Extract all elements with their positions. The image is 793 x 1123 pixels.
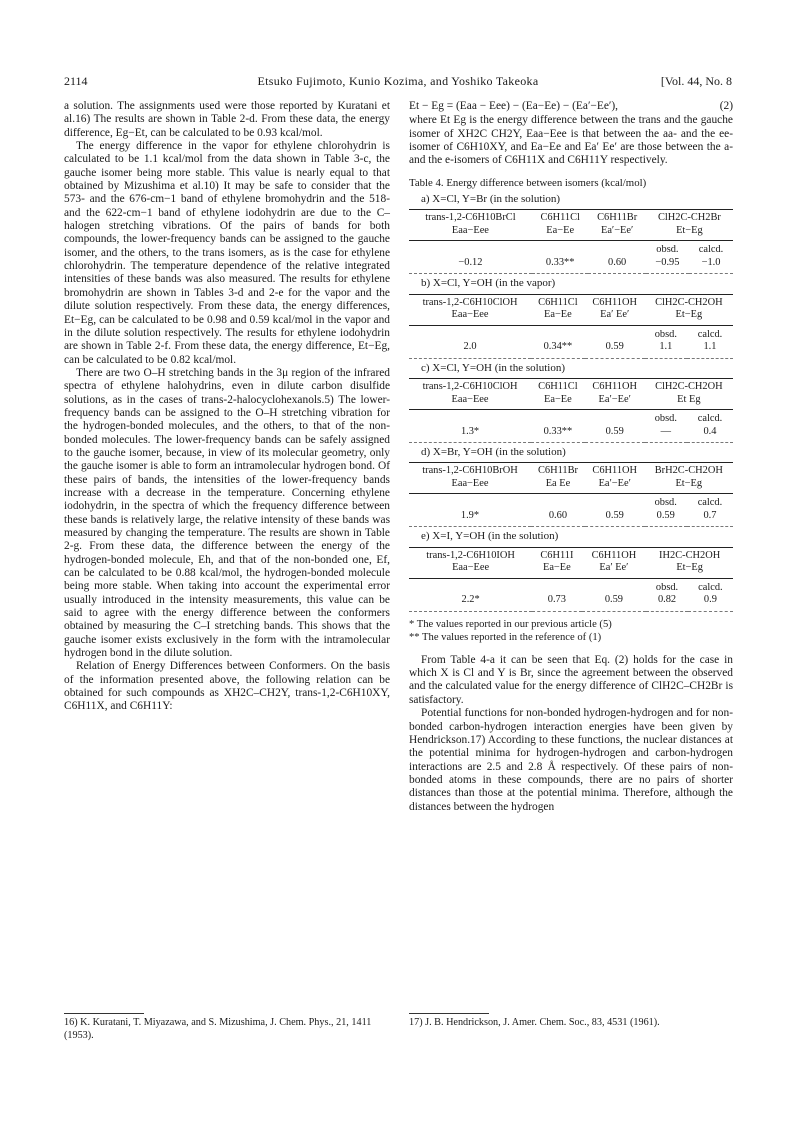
table-row <box>409 510 733 527</box>
equation-explanation: where Et Eg is the energy difference between the trans and the gauche isomer of XH2C CH2Y, Eaa−Eee is that between the aa- and the ee-isomer of C6H10XY, and Ea−Ee and Ea′ Ee′ are those between the a- and the e-isomers of C6H11X and C6H11Y respectively. <box>409 114 733 167</box>
obsd-label: obsd. <box>654 413 677 425</box>
section-paragraph-relation: Relation of Energy Differences between Conformers. On the basis of the information presented above, the following relation can be obtained for such compounds as XH2C–CH2Y, trans-1,2-C6H10XY, C6H11X, and C6H11Y: <box>64 660 390 713</box>
column-subheader: Et−Eg <box>645 309 733 325</box>
table-cell: 0.60 <box>608 256 627 268</box>
column-header: C6H11I <box>532 547 581 562</box>
table-cell: 0.9 <box>703 594 717 606</box>
table-row <box>409 463 733 478</box>
empty-cell <box>531 494 585 510</box>
column-header: ClH2C-CH2OH <box>645 294 733 309</box>
column-subheader: Et−Eg <box>646 225 733 241</box>
table-cell: 0.82 <box>657 594 677 606</box>
empty-cell <box>531 325 585 341</box>
column-subheader: Ea′−Ee′ <box>585 478 645 494</box>
table-cell: — <box>660 425 672 437</box>
table-section-label: d) X=Br, Y=OH (in the solution) <box>421 446 566 459</box>
footnote-right <box>409 1005 733 1030</box>
table-section <box>409 462 733 527</box>
table-cell: 0.4 <box>703 425 717 437</box>
page-header <box>64 74 732 92</box>
table-title: Table 4. Energy difference between isomers (kcal/mol) <box>409 176 647 189</box>
column-subheader: Eaa−Eee <box>409 309 531 325</box>
column-subheader: Eaa−Eee <box>409 562 532 578</box>
column-subheader: Ea′ Ee′ <box>585 309 645 325</box>
table-cell: 0.59 <box>604 594 623 606</box>
table-row <box>409 394 733 410</box>
empty-cell <box>585 410 645 426</box>
table-row <box>409 426 733 443</box>
paragraph: a solution. The assignments used were those reported by Kuratani et al.16) The results are shown in Table 2-d. From these data, the energy difference, Eg−Et, can be calculated to be 0.93 kcal/mol. <box>64 100 390 139</box>
table-cell: 0.59 <box>605 425 624 437</box>
column-header: trans-1,2-C6H10ClOH <box>409 379 531 394</box>
empty-cell <box>531 410 585 426</box>
column-header: C6H11Br <box>588 210 645 225</box>
table-cell: 1.9* <box>460 509 480 521</box>
column-subheader: Et Eg <box>645 394 733 410</box>
table-section <box>409 294 733 359</box>
column-header: C6H11Cl <box>531 379 585 394</box>
empty-cell <box>588 241 645 257</box>
column-subheader: Et−Eg <box>645 478 733 494</box>
column-subheader: Ea−Ee <box>532 225 589 241</box>
paragraph: Potential functions for non-bonded hydrogen-hydrogen and for non-bonded carbon-hydrogen interaction energies have been given by Hendrickson.17) According to these functions, the nuclear distances at the potential minima for hydrogen-hydrogen and carbon-hydrogen interactions are 2.5 and 2.8 Å respectively. Of these pairs of non-bonded atoms in these compounds, there are no pairs of shorter distances than those at the potential minima. Therefore, although the distances between the hydrogen <box>409 707 733 813</box>
column-subheader: Ea′ Ee′ <box>582 562 647 578</box>
table-cell: 0.59 <box>605 341 624 353</box>
column-header: C6H11OH <box>585 294 645 309</box>
table-section <box>409 378 733 443</box>
table-row <box>409 309 733 325</box>
table-section <box>409 547 733 612</box>
table-cell: −1.0 <box>701 256 721 268</box>
table-row <box>409 225 733 241</box>
column-subheader: Ea−Ee <box>531 394 585 410</box>
table-row <box>409 578 733 594</box>
table-row <box>409 257 733 274</box>
table-row <box>409 562 733 578</box>
left-column <box>64 100 390 714</box>
column-header: C6H11OH <box>585 463 645 478</box>
empty-cell <box>409 325 531 341</box>
column-header: C6H11Cl <box>532 210 589 225</box>
energy-difference-table <box>409 193 733 612</box>
table-cell: 0.34** <box>543 341 573 353</box>
table-row <box>409 410 733 426</box>
calcd-label: calcd. <box>697 413 723 425</box>
table-section-label: e) X=I, Y=OH (in the solution) <box>421 530 559 543</box>
column-header: C6H11OH <box>582 547 647 562</box>
table-row <box>409 325 733 341</box>
table-row <box>409 379 733 394</box>
column-header: trans-1,2-C6H10BrOH <box>409 463 531 478</box>
table-row <box>409 547 733 562</box>
table-cell: 0.33** <box>545 256 575 268</box>
table-cell: 1.3* <box>460 425 480 437</box>
footnote-16: 16) K. Kuratani, T. Miyazawa, and S. Mizushima, J. Chem. Phys., 21, 1411 (1953). <box>64 1017 372 1041</box>
column-header: IH2C-CH2OH <box>646 547 733 562</box>
empty-cell <box>409 410 531 426</box>
footnote-rule <box>409 1013 489 1014</box>
column-header: C6H11Br <box>531 463 585 478</box>
obsd-label: obsd. <box>655 581 679 593</box>
right-column <box>409 100 733 814</box>
table-row <box>409 341 733 358</box>
table-row <box>409 210 733 225</box>
column-header: ClH2C-CH2OH <box>645 379 733 394</box>
column-header: C6H11OH <box>585 379 645 394</box>
column-subheader: Ea Ee <box>531 478 585 494</box>
calcd-label: calcd. <box>698 244 724 256</box>
table-row <box>409 494 733 510</box>
column-subheader: Ea′−Ee′ <box>588 225 645 241</box>
column-subheader: Eaa−Eee <box>409 478 531 494</box>
column-subheader: Eaa−Eee <box>409 225 532 241</box>
table-cell: 1.1 <box>703 341 717 353</box>
column-header: trans-1,2-C6H10IOH <box>409 547 532 562</box>
obsd-label: obsd. <box>654 497 677 509</box>
column-subheader: Ea′−Ee′ <box>585 394 645 410</box>
volume-info: [Vol. 44, No. 8 <box>660 74 732 88</box>
table-cell: 2.2* <box>461 594 480 606</box>
table-cell: −0.12 <box>458 256 483 268</box>
note-double-star: ** The values reported in the reference of (1) <box>409 631 602 643</box>
table-section-label: b) X=Cl, Y=OH (in the vapor) <box>421 277 556 290</box>
column-header: BrH2C-CH2OH <box>645 463 733 478</box>
paragraph: From Table 4-a it can be seen that Eq. (2) holds for the case in which X is Cl and Y is Br, since the agreement between the observed and the calculated value for the energy difference of ClH2C–CH2Br is satisfactory. <box>409 653 733 706</box>
empty-cell <box>532 578 581 594</box>
calcd-label: calcd. <box>697 328 723 340</box>
table-notes <box>409 618 733 644</box>
empty-cell <box>409 241 532 257</box>
table-section <box>409 209 733 274</box>
table-cell: 0.60 <box>548 509 568 521</box>
empty-cell <box>409 578 532 594</box>
table-section-label: c) X=Cl, Y=OH (in the solution) <box>421 361 565 374</box>
footnote-17: 17) J. B. Hendrickson, J. Amer. Chem. Soc., 83, 4531 (1961). <box>409 1017 660 1028</box>
column-subheader: Et−Eg <box>646 562 733 578</box>
calcd-label: calcd. <box>697 497 723 509</box>
column-header: trans-1,2-C6H10ClOH <box>409 294 531 309</box>
table-section-label: a) X=Cl, Y=Br (in the solution) <box>421 193 561 206</box>
calcd-label: calcd. <box>698 581 723 593</box>
empty-cell <box>582 578 647 594</box>
footnote-left <box>64 1005 390 1042</box>
column-header: trans-1,2-C6H10BrCl <box>409 210 532 225</box>
table-cell: 0.73 <box>547 594 566 606</box>
table-cell: 2.0 <box>463 341 477 353</box>
paragraph: The energy difference in the vapor for ethylene chlorohydrin is calculated to be 1.1 kcal/mol from the data shown in Table 3-c, the gauche isomer being more stable. This value is nearly equal to that obtained by Mizushima et al.10) It may be safe to consider that the 573- and the 676-cm−1 band of ethylene bromohydrin and the 518- and the 622-cm−1 band of ethylene iodohydrin are due to the C–halogen stretching vibrations. Of the pairs of bands for both compounds, the lower-frequency bands can be assigned to the gauche isomer, and the others, to the trans isomers, as is the case for ethylene chlorohydrin. The temperature dependence of the relative integrated intensities of these bands was also measured. The results for ethylene bromohydrin are shown in Tables 3-d and 2-e for the vapor and the dilute solution respectively. From these data, the energy differences, Et−Eg, can be calculated to be 0.98 and 0.59 kcal/mol in the vapor and in the dilute solution respectively. The results for ethylene iodohydrin are shown in Table 2-f. From these data, the energy difference, Et−Eg, can be calculated to be 0.82 kcal/mol. <box>64 140 390 366</box>
table-cell: 0.33** <box>543 425 573 437</box>
column-header: ClH2C-CH2Br <box>646 210 733 225</box>
table-cell: 0.59 <box>656 509 675 521</box>
table-cell: −0.95 <box>655 256 680 268</box>
table-cell: 1.1 <box>659 341 673 353</box>
table-cell: 0.59 <box>605 509 624 521</box>
empty-cell <box>585 494 645 510</box>
column-subheader: Ea−Ee <box>531 309 585 325</box>
equation-body: Et − Eg = (Eaa − Eee) − (Ea−Ee) − (Ea′−Ee′), <box>409 100 619 112</box>
table-row <box>409 241 733 257</box>
table-row <box>409 478 733 494</box>
obsd-label: obsd. <box>654 328 677 340</box>
table-row <box>409 294 733 309</box>
equation-2 <box>409 100 733 113</box>
column-subheader: Eaa−Eee <box>409 394 531 410</box>
empty-cell <box>532 241 589 257</box>
paragraph: There are two O–H stretching bands in the 3μ region of the infrared spectra of ethylene halohydrins, even in dilute carbon disulfide solutions, as in the cases of trans-2-halocyclohexanols.5) The lower-frequency bands can be assigned to the O–H stretching vibration for the hydrogen-bonded molecules, and the others, to that of the non-bonded molecules. The lower-frequency bands can be safely assigned to the gauche isomer, because, in view of its molecular geometry, only the gauche isomer is able to form an intramolecular hydrogen bond. Of these pairs of bands, the intensities of the lower-frequency bands increase with a decrease in the temperature. Concerning ethylene iodohydrin, in the spectra of which the frequency difference between these bands is relatively large, the relative intensity of these bands was measured by changing the temperature. The results are shown in Table 2-g. From these data, the difference between the energy of the hydrogen-bonded molecule, Eh, and that of the non-bonded one, Ef, can be calculated to be 0.88 kcal/mol, the hydrogen-bonded molecule being more stable. When taking into account the experimental error usually introduced in the intensity measurements, this value can be said to agree with the energy difference between the conformers obtained by measuring the C–I stretching bands. This shows that the gauche isomer exists exclusively in the form with the intramolecular hydrogen bond in the dilute solution. <box>64 366 390 660</box>
column-subheader: Ea−Ee <box>532 562 581 578</box>
empty-cell <box>585 325 645 341</box>
column-header: C6H11Cl <box>531 294 585 309</box>
table-cell: 0.7 <box>703 509 717 521</box>
note-single-star: * The values reported in our previous article (5) <box>409 618 612 630</box>
table-row <box>409 594 733 611</box>
obsd-label: obsd. <box>656 244 679 256</box>
equation-number: (2) <box>719 100 733 112</box>
running-authors: Etsuko Fujimoto, Kunio Kozima, and Yoshiko Takeoka <box>257 74 539 88</box>
footnote-rule <box>64 1013 144 1014</box>
page-number: 2114 <box>64 74 88 88</box>
empty-cell <box>409 494 531 510</box>
